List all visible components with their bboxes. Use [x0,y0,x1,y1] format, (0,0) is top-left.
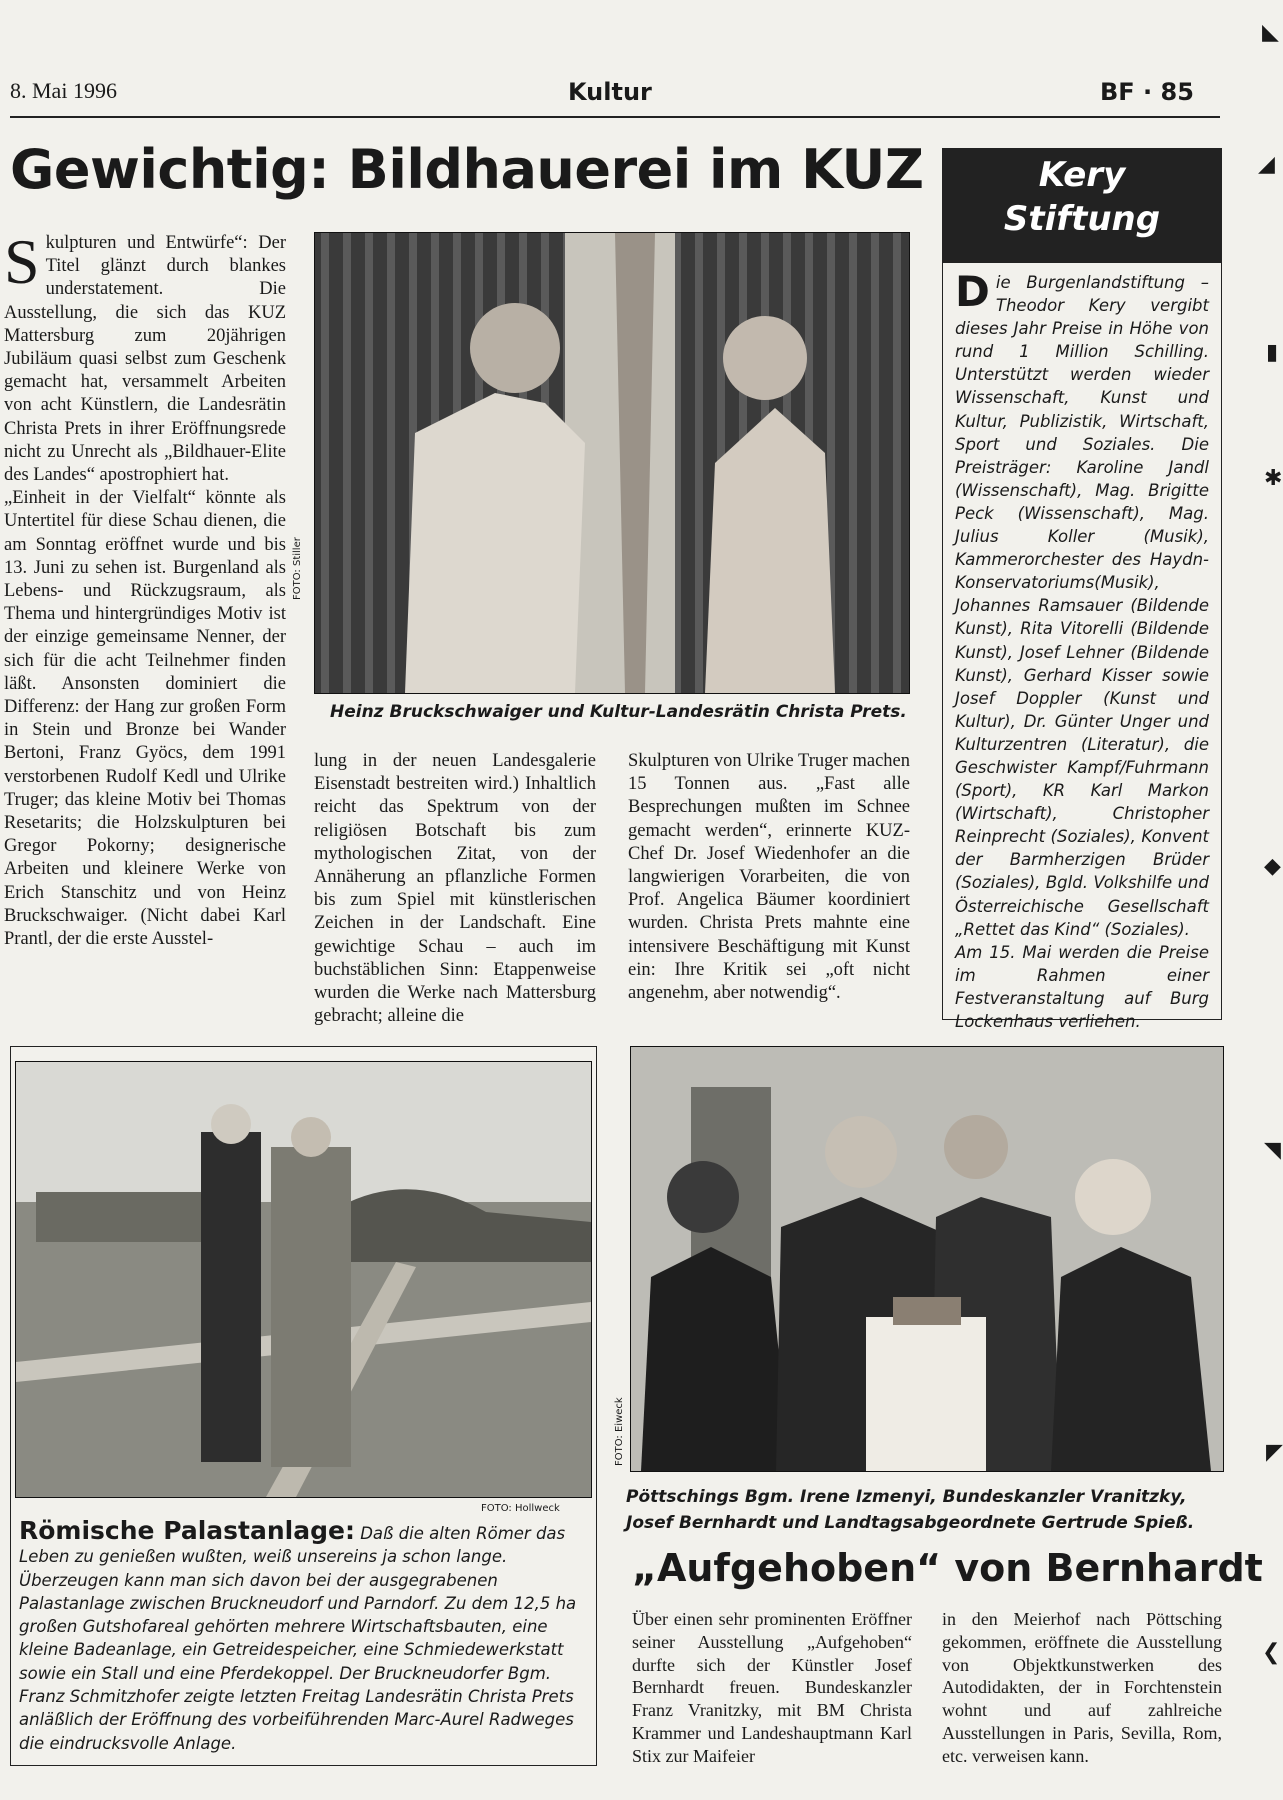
margin-mark: ◣ [1262,20,1279,45]
margin-mark: ❮ [1262,1640,1281,1665]
roman-text-block [19,1516,589,1755]
bernhardt-column-1: Über einen sehr prominenten Eröffner seiner Ausstellung „Aufgehoben“ durfte sich der Künstler Josef Bernhardt freuen. Bundeskanzler Franz Vranitzky, mit BM Christa Krammer und Landeshauptmann Karl Stix zur Maifeier [632,1609,912,1766]
article-lead: kulpturen und Entwürfe“: Der Titel glänzt durch blankes understatement. Die Ausstellung, die sich das KUZ Mattersburg zum 20jährigen Jubiläum quasi selbst zum Geschenk gemacht hat, versammelt Arbeiten von acht Künstlern, die Landesrätin Christa Prets in ihrer Eröffnungsrede nicht zu Unrecht als „Bildhauer-Elite des Landes“ apostrophiert hat. [4,233,286,486]
kery-text-2: Am 15. Mai werden die Preise im Rahmen einer Festveranstaltung auf Burg Lockenhaus verliehen. [955,942,1209,1031]
bernhardt-column-2: in den Meierhof nach Pöttsching gekommen, eröffnete die Ausstellung von Objektkunstwerken des Autodidakten, der in Forchtenstein wohnt und auf zahlreiche Ausstellungen in Paris, Sevilla, Rom, etc. verweisen kann. [942,1609,1222,1766]
roman-photo [15,1061,592,1498]
main-photo-caption: Heinz Bruckschwaiger und Kultur-Landesrätin Christa Prets. [330,702,907,722]
page-number: BF · 85 [1100,78,1194,106]
kery-body [943,263,1221,1033]
photo-illustration [315,233,909,693]
kery-stiftung-box [942,148,1222,1031]
kery-title-line1: Kery [1038,155,1126,195]
dropcap: S [4,226,40,297]
bernhardt-headline: „Aufgehoben“ von Bernhardt [632,1546,1263,1590]
article-column-3: Skulpturen von Ulrike Truger machen 15 Tonnen aus. „Fast alle Besprechungen mußten im Schnee gemacht werden“, erinnerte KUZ-Chef Dr. Josef Wiedenhofer an die langwierigen Vorarbeiten, die von Prof. Angelica Bäumer koordiniert wurden. Christa Prets mahnte eine intensivere Beschäftigung mit Kunst ein: Ihre Kritik sei „oft nicht angenehm, aber notwendig“. [628,751,910,1004]
photo-credit-eiweck: FOTO: Eiweck [614,1397,625,1466]
margin-mark: ◆ [1264,854,1281,879]
article-column-2: lung in der neuen Landesgalerie Eisenstadt bestreiten wird.) Inhaltlich reicht das Spektrum von der religiösen Botschaft bis zum mythologischen Zitat, von der Annäherung an pflanzliche Formen bis zum Spiel mit künstlerischen Zeichen in der Landschaft. Eine gewichtige Schau – auch im buchstäblichen Sinn: Etappenweise wurden die Werke nach Mattersburg gebracht; alleine die [314,751,596,1027]
roman-text: Daß die alten Römer das Leben zu genießen wußten, weiß unsereins ja schon lange. Überzeugen kann man sich davon bei der ausgegrabenen Palastanlage zwischen Bruckneudorf und Parndorf. Zu dem 12,5 ha großen Gutshofareal gehörten mehrere Wirtschaftsbauten, eine kleine Badeanlage, ein Getreidespeicher, eine Schmiedewerkstatt sowie ein Stall und eine Pferdekoppel. Der Bruckneudorfer Bgm. Franz Schmitzhofer zeigte letzten Freitag Landesrätin Christa Prets anläßlich der Eröffnung des vorbeiführenden Marc-Aurel Radweges die eindrucksvolle Anlage. [19,1524,577,1753]
roman-title: Römische Palastanlage: [19,1516,355,1545]
kery-header [943,149,1221,263]
article-paragraph: „Einheit in der Vielfalt“ könnte als Untertitel für diese Schau dienen, die am Sonntag eröffnet wurde und bis 13. Juni zu sehen ist. Burgenland als Lebens- und Rückzugsraum, als Thema und hintergründiges Motiv ist der einzige gemeinsame Nenner, der sich für die acht Teilnehmer finden läßt. Ansonsten dominiert die Differenz: der Hang zur großen Form in Stein und Bronze bei Wander Bertoni, Franz Gyöcs, dem 1991 verstorbenen Rudolf Kedl und Ulrike Truger; das kleine Motiv bei Thomas Resetarits; die Holzskulpturen bei Gregor Pokorny; designerische Arbeiten und kleinere Werke von Erich Stanschitz und von Heinz Bruckschwaiger. (Nicht dabei Karl Prantl, der die erste Ausstel- [4,488,286,950]
margin-mark: ▮ [1266,340,1279,365]
bernhardt-photo [630,1046,1224,1472]
kery-title-line2: Stiftung [1003,199,1161,239]
issue-date: 8. Mai 1996 [10,78,117,103]
bernhardt-photo-illustration [631,1047,1223,1471]
bernhardt-photo-caption: Pöttschings Bgm. Irene Izmenyi, Bundeskanzler Vranitzky, Josef Bernhardt und Landtagsabgeordnete Gertrude Spieß. [626,1487,1195,1533]
roman-photo-illustration [16,1062,591,1497]
kery-text: ie Burgenlandstiftung – Theodor Kery vergibt dieses Jahr Preise in Höhe von rund 1 Million Schilling. Unterstützt werden wieder Wissenschaft, Kunst und Kultur, Publizistik, Wirtschaft, Sport und Soziales. Die Preisträger: Karoline Jandl (Wissenschaft), Mag. Brigitte Peck (Wissenschaft), Mag. Julius Koller (Musik), Kammerorchester des Haydn-Konservatoriums(Musik), Johannes Ramsauer (Bildende Kunst), Rita Vitorelli (Bildende Kunst), Josef Lehner (Bildende Kunst), Gerhard Kisser sowie Josef Doppler (Kunst und Kultur), Dr. Günter Unger und Kulturzentren (Literatur), die Geschwister Kampf/Fuhrmann (Sport), KR Karl Markon (Wirtschaft), Christopher Reinprecht (Soziales), Konvent der Barmherzigen Brüder (Soziales), Bgld. Volkshilfe und Österreichische Gesellschaft „Rettet das Kind“ (Soziales). [955,273,1209,939]
margin-mark: ◥ [1264,1138,1281,1163]
photo-credit-stiller: FOTO: Stiller [292,537,303,600]
margin-mark: ◢ [1258,152,1275,177]
main-photo [314,232,910,694]
photo-credit-hollweck: FOTO: Hollweck [481,1503,560,1514]
header-rule [10,116,1220,118]
section-title: Kultur [568,78,652,106]
margin-mark: ◤ [1266,1440,1283,1465]
roman-palace-box [10,1046,597,1766]
main-headline: Gewichtig: Bildhauerei im KUZ [10,138,924,201]
margin-mark: ✱ [1264,466,1283,491]
article-column-1 [4,226,286,951]
kery-dropcap: D [955,267,990,316]
